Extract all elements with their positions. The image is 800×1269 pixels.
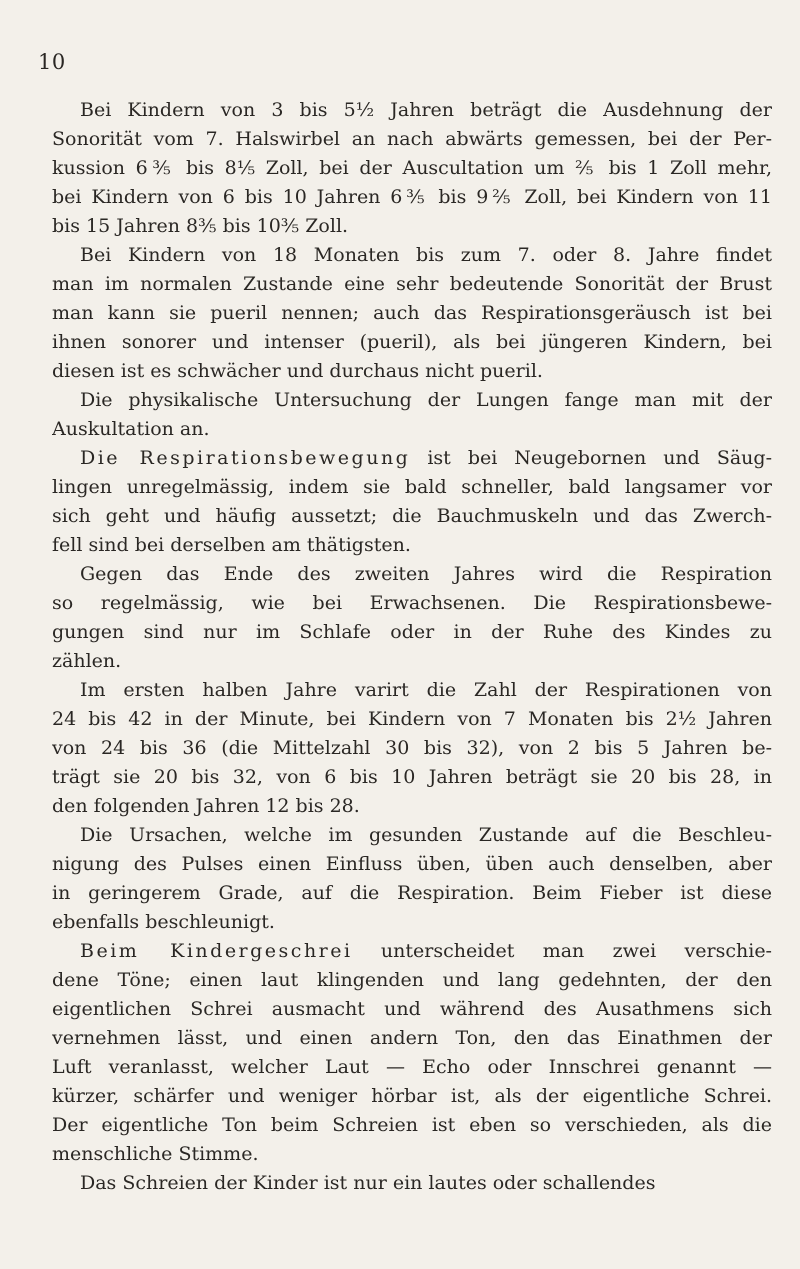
text-line [52, 937, 772, 966]
text-line: Auskultation an. [52, 418, 210, 440]
text-line: Das Schreien der Kinder ist nur ein lautes oder schallendes [80, 1172, 656, 1194]
text-line: kürzer, schärfer und weniger hörbar ist, als der eigentliche Schrei. [52, 1085, 772, 1107]
text-line: Die physikalische Untersuchung der Lungen fange man mit der [80, 389, 772, 411]
text-line: bis 15 Jahren 8⅗ bis 10⅗ Zoll. [52, 215, 349, 237]
text-line: nigung des Pulses einen Einfluss üben, üben auch denselben, aber [52, 853, 772, 875]
text-line: Sonorität vom 7. Halswirbel an nach abwärts gemessen, bei der Per- [52, 128, 772, 150]
text-line: Luft veranlasst, welcher Laut — Echo oder Innschrei genannt — [52, 1056, 772, 1078]
text-line: menschliche Stimme. [52, 1143, 259, 1165]
text-line: Der eigentliche Ton beim Schreien ist eben so verschieden, als die [52, 1114, 772, 1136]
text-line: den folgenden Jahren 12 bis 28. [52, 795, 360, 817]
text-line: kussion 6⅗ bis 8⅕ Zoll, bei der Auscultation um ⅖ bis 1 Zoll mehr, [52, 157, 772, 179]
text-line: gungen sind nur im Schlafe oder in der Ruhe des Kindes zu [52, 621, 772, 643]
text-line: eigentlichen Schrei ausmacht und während des Ausathmens sich [52, 998, 772, 1020]
text-line: in geringerem Grade, auf die Respiration. Beim Fieber ist diese [52, 882, 772, 904]
text-line: 24 bis 42 in der Minute, bei Kindern von 7 Monaten bis 2½ Jahren [52, 708, 772, 730]
text-line: lingen unregelmässig, indem sie bald schneller, bald langsamer vor [52, 476, 772, 498]
text-line: ebenfalls beschleunigt. [52, 911, 275, 933]
page-number: 10 [38, 50, 66, 74]
text-line: man im normalen Zustande eine sehr bedeutende Sonorität der Brust [52, 273, 772, 295]
text-line: Gegen das Ende des zweiten Jahres wird die Respiration [80, 563, 772, 585]
text-line-rest: ist bei Neugebornen und Säug- [427, 447, 772, 469]
text-line: vernehmen lässt, und einen andern Ton, den das Einathmen der [52, 1027, 772, 1049]
spaced-term-respiration: Die Respirationsbewegung [80, 447, 411, 469]
text-line: von 24 bis 36 (die Mittelzahl 30 bis 32), von 2 bis 5 Jahren be- [52, 737, 772, 759]
text-line: bei Kindern von 6 bis 10 Jahren 6⅗ bis 9⅖ Zoll, bei Kindern von 11 [52, 186, 772, 208]
text-line: ihnen sonorer und intenser (pueril), als bei jüngeren Kindern, bei [52, 331, 772, 353]
spaced-term-kindergeschrei: Beim Kindergeschrei [80, 940, 353, 962]
text-line: sich geht und häufig aussetzt; die Bauchmuskeln und das Zwerch- [52, 505, 772, 527]
text-line: dene Töne; einen laut klingenden und lang gedehnten, der den [52, 969, 772, 991]
text-line: fell sind bei derselben am thätigsten. [52, 534, 411, 556]
text-line: Die Ursachen, welche im gesunden Zustande auf die Beschleu- [80, 824, 772, 846]
text-line: trägt sie 20 bis 32, von 6 bis 10 Jahren beträgt sie 20 bis 28, in [52, 766, 772, 788]
body-text [52, 96, 772, 1198]
text-line: diesen ist es schwächer und durchaus nicht pueril. [52, 360, 543, 382]
text-line: Bei Kindern von 3 bis 5½ Jahren beträgt die Ausdehnung der [80, 99, 772, 121]
text-line: Bei Kindern von 18 Monaten bis zum 7. oder 8. Jahre findet [80, 244, 772, 266]
text-line: so regelmässig, wie bei Erwachsenen. Die Respirationsbewe- [52, 592, 772, 614]
text-line: Im ersten halben Jahre varirt die Zahl der Respirationen von [80, 679, 772, 701]
text-line [52, 444, 772, 473]
text-line: zählen. [52, 650, 122, 672]
text-line-rest: unterscheidet man zwei verschie- [380, 940, 772, 962]
text-line: man kann sie pueril nennen; auch das Respirationsgeräusch ist bei [52, 302, 772, 324]
